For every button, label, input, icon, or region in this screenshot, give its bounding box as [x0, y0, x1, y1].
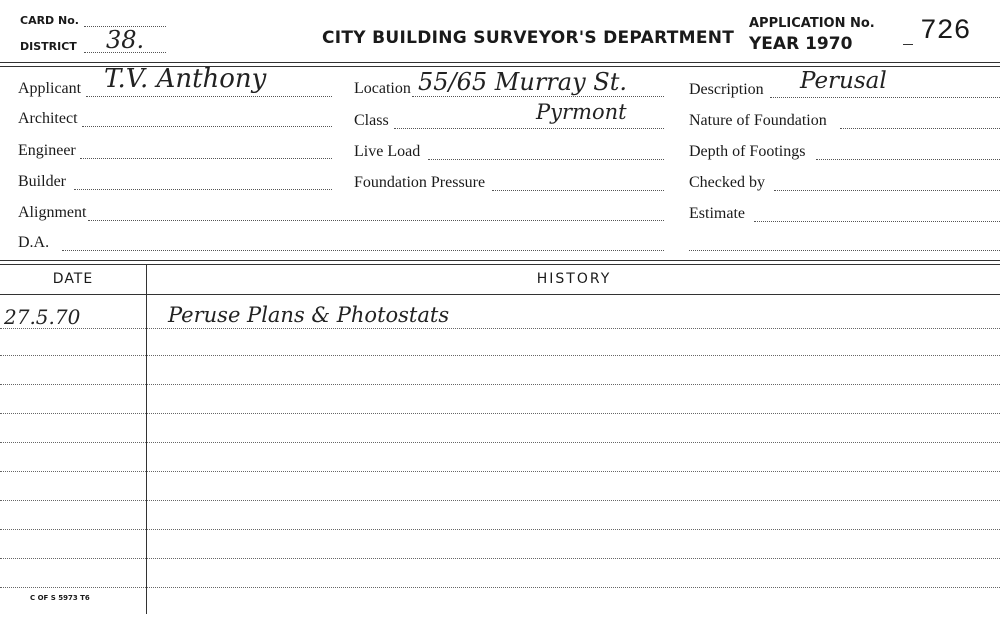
checked-by-line: [774, 190, 1000, 191]
da-line: [62, 250, 664, 251]
location-value: 55/65 Murray St.: [418, 68, 627, 96]
district-value: 38.: [106, 26, 145, 54]
live-load-label: Live Load: [354, 143, 421, 160]
table-row-line: [0, 413, 1000, 414]
history-date: 27.5.70: [4, 305, 81, 329]
builder-label: Builder: [18, 173, 66, 190]
description-label: Description: [689, 81, 764, 98]
table-top-rule-2: [0, 264, 1000, 265]
table-row-line: [0, 529, 1000, 530]
builder-line: [74, 189, 332, 190]
year-label: YEAR 1970: [749, 34, 853, 54]
application-no-dash: [903, 44, 913, 45]
depth-of-footings-line: [816, 159, 1000, 160]
estimate-label: Estimate: [689, 205, 745, 222]
header-bottom-rule: [0, 294, 1000, 295]
description-line: [770, 97, 1000, 98]
checked-by-label: Checked by: [689, 174, 765, 191]
department-title: CITY BUILDING SURVEYOR'S DEPARTMENT: [322, 28, 735, 48]
estimate-line: [754, 221, 1000, 222]
class-line: [394, 128, 664, 129]
card-no-label: CARD No.: [20, 14, 79, 27]
live-load-line: [428, 159, 664, 160]
table-row-line: [0, 384, 1000, 385]
applicant-label: Applicant: [18, 80, 82, 97]
class-value: Pyrmont: [536, 100, 627, 124]
top-rule: [0, 62, 1000, 63]
district-label: DISTRICT: [20, 40, 77, 53]
foundation-pressure-line: [492, 190, 664, 191]
nature-of-foundation-line: [840, 128, 1000, 129]
form-code: C OF S 5973 T6: [30, 594, 90, 602]
foundation-pressure-label: Foundation Pressure: [354, 174, 486, 191]
applicant-value: T.V. Anthony: [104, 64, 267, 94]
table-row-line: [0, 500, 1000, 501]
applicant-line: [86, 96, 332, 97]
engineer-line: [80, 158, 332, 159]
alignment-line: [88, 220, 664, 221]
history-header: HISTORY: [536, 271, 612, 287]
table-row-line: [0, 442, 1000, 443]
engineer-label: Engineer: [18, 142, 76, 159]
history-entry: Peruse Plans & Photostats: [168, 303, 450, 327]
table-row-line: [0, 355, 1000, 356]
location-line: [412, 96, 664, 97]
table-top-rule: [0, 260, 1000, 261]
nature-of-foundation-label: Nature of Foundation: [689, 112, 827, 129]
table-row-line: [0, 471, 1000, 472]
application-no-label: APPLICATION No.: [749, 16, 875, 31]
da-label: D.A.: [18, 234, 50, 251]
architect-label: Architect: [18, 110, 78, 127]
description-value: Perusal: [800, 68, 887, 94]
date-header: DATE: [52, 271, 94, 287]
column-divider: [146, 264, 147, 614]
class-label: Class: [354, 112, 389, 129]
depth-of-footings-label: Depth of Footings: [689, 143, 806, 160]
extra-line: [689, 250, 1000, 251]
location-label: Location: [354, 80, 411, 97]
table-row-line: [0, 328, 1000, 329]
alignment-label: Alignment: [18, 204, 87, 221]
table-row-line: [0, 558, 1000, 559]
architect-line: [82, 126, 332, 127]
application-no-value: 726: [920, 16, 971, 47]
table-row-line: [0, 587, 1000, 588]
